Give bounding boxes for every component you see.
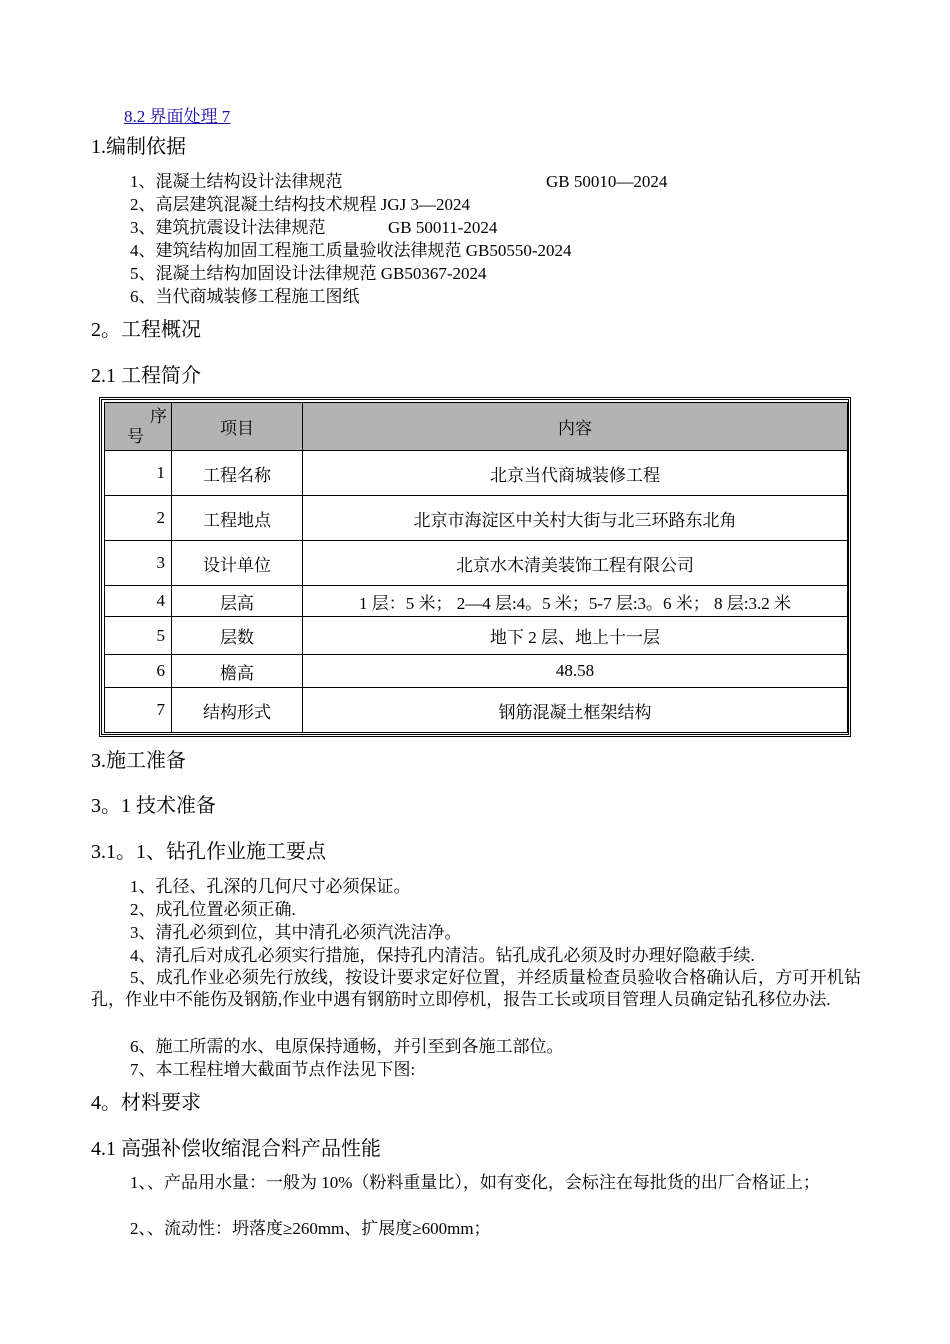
table-row <box>105 586 848 617</box>
row-content: 钢筋混凝土框架结构 <box>303 688 848 733</box>
row-content: 48.58 <box>303 655 848 688</box>
section-3-1-title: 3。1 技术准备 <box>91 795 216 817</box>
table-row <box>105 496 848 541</box>
row-no: 6 <box>105 655 172 688</box>
basis-item-1: 1、混凝土结构设计法律规范 <box>130 172 343 191</box>
section-2-title: 2。工程概况 <box>91 319 201 341</box>
drill-item-4: 4、清孔后对成孔必须实行措施，保持孔内清洁。钻孔成孔必须及时办理好隐蔽手续. <box>130 946 755 965</box>
row-content: 北京当代商城装修工程 <box>303 451 848 496</box>
drill-item-5: 5、成孔作业必须先行放线，按设计要求定好位置，并经质量检查员验收合格确认后，方可开机钻孔，作业中不能伤及钢筋,作业中遇有钢筋时立即停机，报告工长或项目管理人员确定钻孔移位办法. <box>91 968 861 1009</box>
row-no: 7 <box>105 688 172 733</box>
table-row <box>105 655 848 688</box>
row-no: 4 <box>105 586 172 617</box>
row-no: 3 <box>105 541 172 586</box>
section-4-1-title: 4.1 高强补偿收缩混合料产品性能 <box>91 1138 381 1160</box>
drill-item-6: 6、施工所需的水、电原保持通畅，并引至到各施工部位。 <box>130 1037 564 1056</box>
drill-item-3: 3、清孔必须到位，其中清孔必须汽洗洁净。 <box>130 923 462 942</box>
project-info-table-frame <box>99 397 851 737</box>
row-item: 工程地点 <box>172 496 303 541</box>
row-item: 层数 <box>172 617 303 655</box>
basis-item-5: 5、混凝土结构加固设计法律规范 GB50367-2024 <box>130 264 487 283</box>
table-header-row <box>105 403 848 451</box>
table-row <box>105 617 848 655</box>
drill-item-7: 7、本工程柱增大截面节点作法见下图: <box>130 1060 416 1079</box>
basis-item-1-code: GB 50010—2024 <box>546 172 668 191</box>
toc-link-interface-treatment[interactable]: 8.2 界面处理 7 <box>124 107 231 126</box>
row-content: 1 层：5 米； 2—4 层:4。5 米；5-7 层:3。6 米； 8 层:3.2 米 <box>303 586 848 617</box>
section-1-title: 1.编制依据 <box>91 136 186 158</box>
row-content: 地下 2 层、地上十一层 <box>303 617 848 655</box>
section-2-1-title: 2.1 工程简介 <box>91 365 201 387</box>
row-no: 5 <box>105 617 172 655</box>
material-item-1: 1、、产品用水量：一般为 10%（粉料重量比），如有变化，会标注在每批货的出厂合格证上； <box>130 1173 820 1192</box>
row-item: 结构形式 <box>172 688 303 733</box>
header-content: 内容 <box>303 403 848 451</box>
drill-item-2: 2、成孔位置必须正确. <box>130 900 296 919</box>
drill-item-1: 1、孔径、孔深的几何尺寸必须保证。 <box>130 877 411 896</box>
project-info-table <box>104 402 848 733</box>
row-no: 2 <box>105 496 172 541</box>
row-item: 檐高 <box>172 655 303 688</box>
header-no-line2: 号 <box>127 426 144 446</box>
row-item: 设计单位 <box>172 541 303 586</box>
row-content: 北京水木清美装饰工程有限公司 <box>303 541 848 586</box>
section-3-title: 3.施工准备 <box>91 750 186 772</box>
basis-item-3-code: GB 50011-2024 <box>388 218 498 237</box>
basis-item-4: 4、建筑结构加固工程施工质量验收法律规范 GB50550-2024 <box>130 241 572 260</box>
table-row <box>105 541 848 586</box>
basis-item-3: 3、建筑抗震设计法律规范 <box>130 218 326 237</box>
basis-item-2: 2、高层建筑混凝土结构技术规程 JGJ 3—2024 <box>130 195 471 214</box>
row-item: 工程名称 <box>172 451 303 496</box>
basis-item-6: 6、当代商城装修工程施工图纸 <box>130 287 360 306</box>
section-3-1-1-title: 3.1。1、钻孔作业施工要点 <box>91 841 326 863</box>
table-row <box>105 451 848 496</box>
table-row <box>105 688 848 733</box>
section-4-title: 4。材料要求 <box>91 1092 201 1114</box>
row-item: 层高 <box>172 586 303 617</box>
header-no <box>105 403 172 451</box>
material-item-2: 2、、流动性：坍落度≥260mm、扩展度≥600mm； <box>130 1219 491 1238</box>
header-item: 项目 <box>172 403 303 451</box>
header-no-line1: 序 <box>150 406 167 426</box>
row-no: 1 <box>105 451 172 496</box>
row-content: 北京市海淀区中关村大街与北三环路东北角 <box>303 496 848 541</box>
